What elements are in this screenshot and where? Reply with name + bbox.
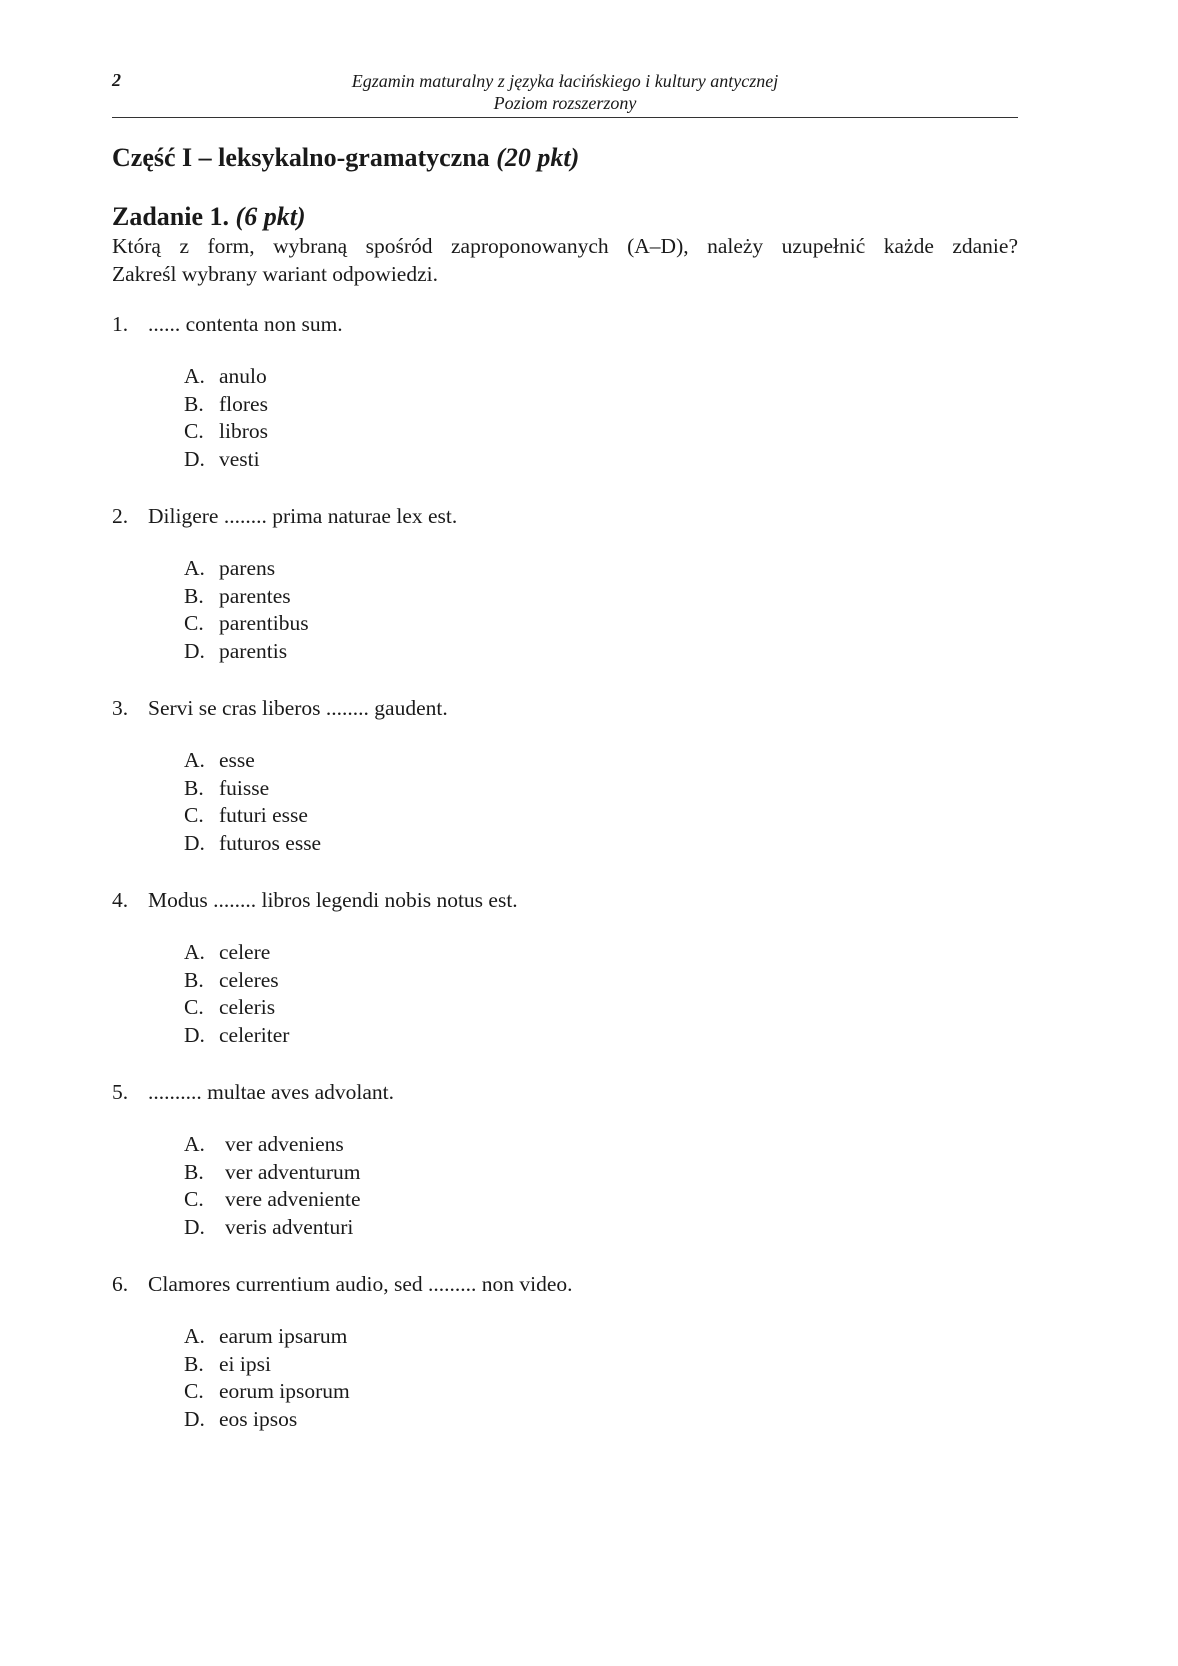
task-title bbox=[112, 202, 306, 232]
option-letter: D. bbox=[184, 1406, 205, 1431]
option-letter: B. bbox=[184, 775, 204, 800]
question-text: ...... contenta non sum. bbox=[148, 312, 343, 336]
question-text: Clamores currentium audio, sed ......... non video. bbox=[148, 1272, 573, 1296]
question-text: Modus ........ libros legendi nobis notus est. bbox=[148, 888, 518, 912]
option-text: ver adventurum bbox=[225, 1159, 361, 1184]
question-number: 4. bbox=[112, 888, 129, 912]
option-c[interactable] bbox=[184, 1378, 350, 1406]
option-text: ei ipsi bbox=[219, 1351, 271, 1376]
option-letter: D. bbox=[184, 638, 205, 663]
option-text: ver adveniens bbox=[225, 1132, 344, 1156]
option-a[interactable] bbox=[184, 747, 321, 775]
running-header bbox=[112, 70, 1018, 114]
question-6-options bbox=[184, 1323, 350, 1433]
option-b[interactable] bbox=[184, 391, 268, 419]
option-d[interactable] bbox=[184, 1022, 289, 1050]
option-text: futuri esse bbox=[219, 803, 308, 827]
question-number: 2. bbox=[112, 504, 129, 528]
option-letter: A. bbox=[184, 364, 205, 388]
option-letter: A. bbox=[184, 1324, 205, 1348]
option-b[interactable] bbox=[184, 1159, 361, 1187]
question-number: 6. bbox=[112, 1272, 129, 1296]
section-title bbox=[112, 143, 579, 173]
option-text: parentis bbox=[219, 638, 288, 663]
option-letter: A. bbox=[184, 748, 205, 772]
task-points: (6 pkt) bbox=[235, 202, 306, 231]
option-text: eos ipsos bbox=[219, 1406, 298, 1431]
option-text: earum ipsarum bbox=[219, 1324, 348, 1348]
question-3 bbox=[112, 694, 448, 722]
option-d[interactable] bbox=[184, 446, 268, 474]
option-letter: B. bbox=[184, 583, 204, 608]
option-b[interactable] bbox=[184, 967, 289, 995]
option-b[interactable] bbox=[184, 1351, 350, 1379]
option-letter: D. bbox=[184, 1022, 205, 1047]
question-3-options bbox=[184, 747, 321, 857]
question-number: 1. bbox=[112, 312, 129, 336]
option-text: parentes bbox=[219, 583, 291, 608]
option-letter: D. bbox=[184, 830, 205, 855]
option-letter: B. bbox=[184, 1351, 204, 1376]
option-letter: C. bbox=[184, 995, 204, 1019]
question-6 bbox=[112, 1270, 573, 1298]
task-instruction bbox=[112, 232, 1018, 288]
question-5-options bbox=[184, 1131, 361, 1241]
option-text: celeres bbox=[219, 967, 279, 992]
option-letter: C. bbox=[184, 611, 204, 635]
option-text: veris adventuri bbox=[225, 1214, 354, 1239]
section-title-text: Część I – leksykalno-gramatyczna bbox=[112, 143, 497, 172]
option-c[interactable] bbox=[184, 1186, 361, 1214]
question-4-options bbox=[184, 939, 289, 1049]
option-text: eorum ipsorum bbox=[219, 1379, 350, 1403]
question-number: 5. bbox=[112, 1080, 129, 1104]
option-text: fuisse bbox=[219, 775, 270, 800]
section-points: (20 pkt) bbox=[496, 143, 580, 172]
option-letter: A. bbox=[184, 556, 205, 580]
question-4 bbox=[112, 886, 518, 914]
instruction-line1: Którą z form, wybraną spośród zaproponowanych (A–D), należy uzupełnić każde zdanie? bbox=[112, 234, 1018, 258]
question-1-options bbox=[184, 363, 268, 473]
option-d[interactable] bbox=[184, 1214, 361, 1242]
option-c[interactable] bbox=[184, 418, 268, 446]
option-text: futuros esse bbox=[219, 830, 322, 855]
option-c[interactable] bbox=[184, 610, 309, 638]
option-a[interactable] bbox=[184, 1131, 361, 1159]
instruction-line2: Zakreśl wybrany wariant odpowiedzi. bbox=[112, 262, 438, 286]
option-text: vere adveniente bbox=[225, 1187, 361, 1211]
page-number: 2 bbox=[112, 70, 121, 90]
question-5 bbox=[112, 1078, 394, 1106]
option-text: flores bbox=[219, 391, 268, 416]
question-1 bbox=[112, 310, 343, 338]
task-title-text: Zadanie 1. bbox=[112, 202, 236, 231]
option-letter: B. bbox=[184, 1159, 204, 1184]
question-2-options bbox=[184, 555, 309, 665]
option-text: parens bbox=[219, 556, 276, 580]
option-d[interactable] bbox=[184, 830, 321, 858]
option-a[interactable] bbox=[184, 1323, 350, 1351]
option-c[interactable] bbox=[184, 994, 289, 1022]
option-letter: C. bbox=[184, 1379, 204, 1403]
question-text: Servi se cras liberos ........ gaudent. bbox=[148, 696, 448, 720]
question-2 bbox=[112, 502, 457, 530]
option-letter: B. bbox=[184, 391, 204, 416]
option-text: celeriter bbox=[219, 1022, 290, 1047]
option-a[interactable] bbox=[184, 555, 309, 583]
option-letter: C. bbox=[184, 1187, 204, 1211]
option-letter: C. bbox=[184, 419, 204, 443]
option-text: vesti bbox=[219, 446, 260, 471]
option-a[interactable] bbox=[184, 939, 289, 967]
option-text: esse bbox=[219, 748, 255, 772]
option-text: parentibus bbox=[219, 611, 309, 635]
question-number: 3. bbox=[112, 696, 129, 720]
option-letter: D. bbox=[184, 1214, 205, 1239]
option-text: celere bbox=[219, 940, 271, 964]
option-letter: B. bbox=[184, 967, 204, 992]
option-d[interactable] bbox=[184, 638, 309, 666]
option-a[interactable] bbox=[184, 363, 268, 391]
question-text: .......... multae aves advolant. bbox=[148, 1080, 394, 1104]
option-b[interactable] bbox=[184, 583, 309, 611]
option-b[interactable] bbox=[184, 775, 321, 803]
option-letter: A. bbox=[184, 940, 205, 964]
option-d[interactable] bbox=[184, 1406, 350, 1434]
option-letter: D. bbox=[184, 446, 205, 471]
option-text: anulo bbox=[219, 364, 267, 388]
option-c[interactable] bbox=[184, 802, 321, 830]
option-text: libros bbox=[219, 419, 268, 443]
option-text: celeris bbox=[219, 995, 276, 1019]
question-text: Diligere ........ prima naturae lex est. bbox=[148, 504, 458, 528]
header-title-line2: Poziom rozszerzony bbox=[493, 93, 637, 113]
header-divider bbox=[112, 117, 1018, 118]
header-title-line1: Egzamin maturalny z języka łacińskiego i kultury antycznej bbox=[351, 71, 779, 91]
option-letter: C. bbox=[184, 803, 204, 827]
option-letter: A. bbox=[184, 1132, 205, 1156]
